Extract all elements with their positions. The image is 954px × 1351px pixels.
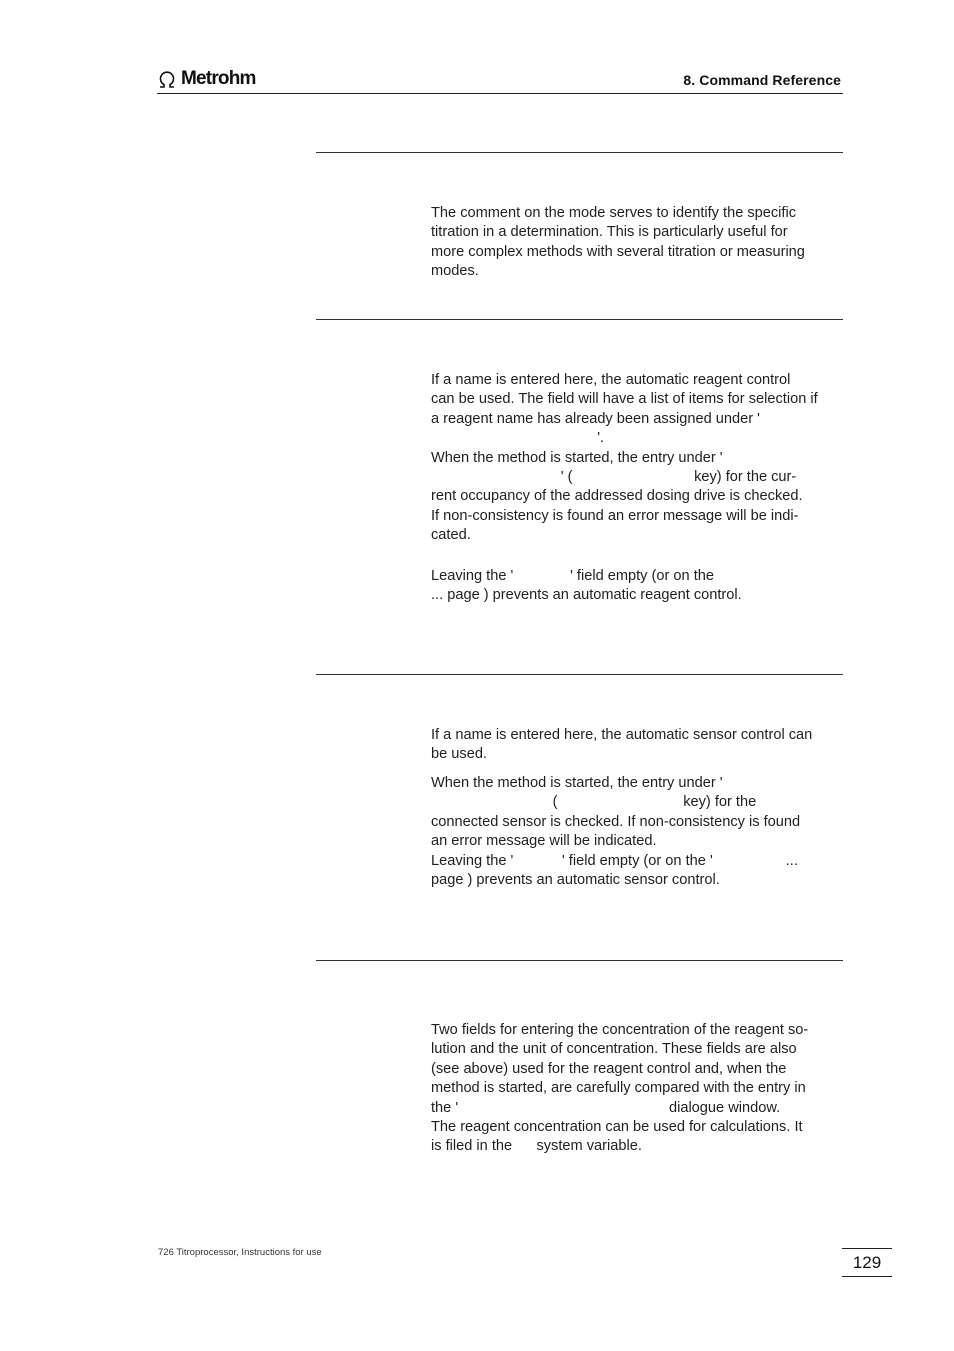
text-line: If a name is entered here, the automatic reagent control — [431, 372, 791, 388]
text-line: If a name is entered here, the automatic sensor control can — [431, 727, 813, 743]
section-divider-4 — [316, 960, 843, 961]
metrohm-logo — [157, 66, 256, 92]
text-line: be used. — [431, 746, 487, 763]
text-line: ' ( key) for the cur- — [431, 469, 797, 486]
text-line: modes. — [431, 263, 479, 280]
section-1-text — [431, 204, 843, 282]
section-3-text — [431, 726, 843, 765]
text-line: connected sensor is checked. If non-consistency is found — [431, 813, 801, 830]
text-line: the ' dialogue window. — [431, 1099, 781, 1116]
text-line: titration in a determination. This is particularly useful for — [431, 224, 788, 241]
section-2-note — [431, 567, 843, 606]
text-line: an error message will be indicated. — [431, 833, 657, 850]
section-4-text — [431, 1021, 843, 1157]
text-line: Leaving the ' ' field empty (or on the — [431, 568, 714, 584]
text-line: '. — [431, 430, 605, 447]
text-line: Two fields for entering the concentration of the reagent so- — [431, 1022, 809, 1038]
section-divider-1 — [316, 152, 843, 153]
text-line: more complex methods with several titration or measuring — [431, 243, 805, 260]
section-divider-2 — [316, 319, 843, 320]
text-line: lution and the unit of concentration. These fields are also — [431, 1041, 797, 1058]
text-line: method is started, are carefully compared with the entry in — [431, 1080, 806, 1097]
text-line: can be used. The field will have a list of items for selection if — [431, 391, 818, 408]
header-divider — [157, 93, 843, 94]
text-line: (see above) used for the reagent control and, when the — [431, 1060, 787, 1077]
text-line: Leaving the ' ' field empty (or on the ' ... — [431, 852, 798, 869]
section-3-note — [431, 774, 843, 890]
text-line: ( key) for the — [431, 794, 757, 811]
text-line: If non-consistency is found an error message will be indi- — [431, 507, 799, 524]
section-2-text — [431, 371, 843, 546]
text-line: cated. — [431, 527, 471, 544]
text-line: a reagent name has already been assigned under ' — [431, 410, 760, 427]
omega-logo-icon — [157, 69, 177, 89]
brand-name: Metrohm — [181, 68, 256, 89]
text-line: is filed in the system variable. — [431, 1138, 642, 1155]
text-line: When the method is started, the entry under ' — [431, 775, 723, 791]
text-line: page ) prevents an automatic sensor control. — [431, 872, 720, 889]
text-line: When the method is started, the entry under ' — [431, 449, 723, 466]
text-line: rent occupancy of the addressed dosing drive is checked. — [431, 488, 803, 505]
page-number: 129 — [842, 1248, 892, 1277]
text-line: ... page ) prevents an automatic reagent control. — [431, 587, 742, 604]
section-divider-3 — [316, 674, 843, 675]
text-line: The reagent concentration can be used for calculations. It — [431, 1119, 803, 1136]
chapter-title: 8. Command Reference — [683, 72, 841, 88]
manual-title: 726 Titroprocessor, Instructions for use — [158, 1247, 322, 1258]
text-line: The comment on the mode serves to identify the specific — [431, 205, 797, 221]
